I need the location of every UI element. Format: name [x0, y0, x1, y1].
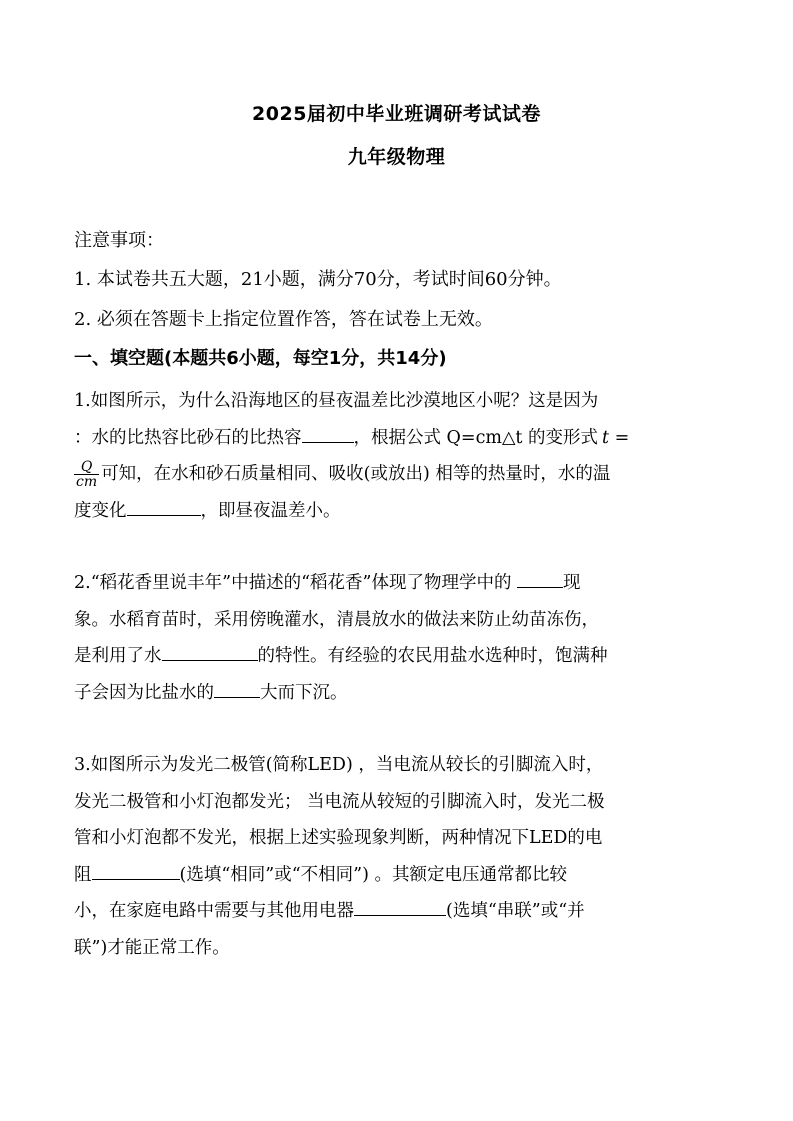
question-2 [74, 565, 720, 711]
subject-title: 九年级物理 [347, 146, 446, 168]
q3-line-6: 联”)才能正常工作。 [74, 937, 230, 958]
q2-line-3: 是利用了水 的特性。有经验的农民用盐水选种时，饱满种 [74, 638, 720, 675]
answer-blank[interactable] [354, 897, 446, 916]
answer-blank[interactable] [92, 861, 180, 880]
answer-blank[interactable] [214, 679, 260, 698]
notes-heading: 注意事项： [74, 230, 164, 251]
q3-line-3: 管和小灯泡都不发光，根据上述实验现象判断，两种情况下LED的电 [74, 828, 603, 848]
formula-lhs: t = [602, 427, 630, 448]
answer-blank[interactable] [302, 424, 354, 443]
notes-item-2: 2. 必须在答题卡上指定位置作答，答在试卷上无效。 [74, 309, 493, 330]
q3-line-1: 3.如图所示为发光二极管(简称LED) ，当电流从较长的引脚流入时， [74, 755, 604, 775]
q2-line-2: 象。水稻育苗时，采用傍晚灌水，清晨放水的做法来防止幼苗冻伤， [74, 609, 599, 630]
exam-title: 2025届初中毕业班调研考试试卷 [252, 103, 541, 125]
question-1 [74, 383, 720, 529]
section-heading: 一、填空题(本题共6小题，每空1分，共14分) [74, 348, 447, 369]
q3-line-2: 发光二极管和小灯泡都发光； 当电流从较短的引脚流入时，发光二极 [74, 791, 605, 812]
q1-line-3: $\frac{Q}{cm}$ 可知，在水和砂石质量相同、吸收(或放出) 相等的热量时，水的温 [76, 459, 611, 490]
q1-line-1: 1.如图所示，为什么沿海地区的昼夜温差比沙漠地区小呢？这是因为 [74, 391, 599, 411]
q1-line-4: 度变化 ，即昼夜温差小。 [74, 493, 720, 530]
answer-blank[interactable] [162, 642, 258, 661]
answer-blank[interactable] [517, 569, 563, 588]
formula-fraction: $\frac{Q}{cm}$ [76, 459, 98, 490]
q3-line-4: 阻 (选填“相同”或“不相同”) 。其额定电压通常都比较 [74, 857, 720, 894]
q3-line-5: 小，在家庭电路中需要与其他用电器 (选填“串联”或“并 [74, 893, 720, 930]
notes-item-1: 1. 本试卷共五大题，21小题，满分70分，考试时间60分钟。 [74, 269, 562, 290]
q2-line-4: 子会因为比盐水的 大而下沉。 [74, 675, 720, 712]
answer-blank[interactable] [127, 497, 201, 516]
question-3 [74, 747, 720, 966]
q2-line-1: 2.“稻花香里说丰年”中描述的“稻花香”体现了物理学中的 现 [74, 565, 720, 602]
q1-line-2: ：水的比热容比砂石的比热容 ，根据公式 Q=cm△t 的变形式 t = [74, 420, 720, 457]
